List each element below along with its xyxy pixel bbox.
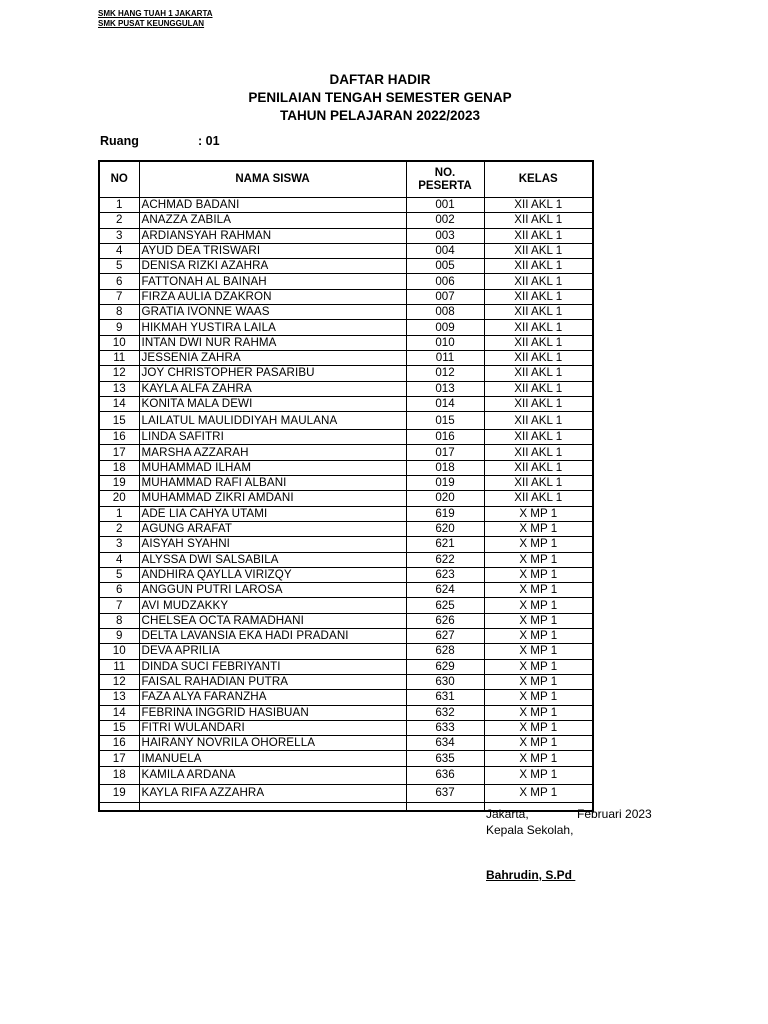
cell-peserta: 007 (406, 289, 484, 304)
table-row (99, 305, 593, 320)
table-row (99, 396, 593, 411)
empty-cell (406, 802, 484, 811)
cell-peserta: 002 (406, 213, 484, 228)
cell-peserta: 012 (406, 366, 484, 381)
cell-kelas: X MP 1 (484, 552, 593, 567)
cell-nama: KAYLA ALFA ZAHRA (139, 381, 406, 396)
cell-peserta: 010 (406, 335, 484, 350)
cell-no: 2 (99, 521, 139, 536)
table-row (99, 659, 593, 674)
cell-peserta: 620 (406, 521, 484, 536)
table-row (99, 629, 593, 644)
cell-no: 12 (99, 366, 139, 381)
cell-kelas: XII AKL 1 (484, 430, 593, 445)
cell-peserta: 629 (406, 659, 484, 674)
title-line-3: TAHUN PELAJARAN 2022/2023 (279, 108, 481, 123)
cell-nama: ANDHIRA QAYLLA VIRIZQY (139, 567, 406, 582)
cell-no: 16 (99, 430, 139, 445)
table-row (99, 366, 593, 381)
cell-nama: DEVA APRILIA (139, 644, 406, 659)
table-row (99, 274, 593, 289)
cell-kelas: X MP 1 (484, 629, 593, 644)
cell-nama: ADE LIA CAHYA UTAMI (139, 506, 406, 521)
cell-no: 9 (99, 629, 139, 644)
cell-peserta: 013 (406, 381, 484, 396)
cell-no: 7 (99, 289, 139, 304)
cell-kelas: XII AKL 1 (484, 445, 593, 460)
header-no-peserta (406, 161, 484, 198)
cell-nama: KONITA MALA DEWI (139, 396, 406, 411)
cell-kelas: XII AKL 1 (484, 460, 593, 475)
table-row (99, 213, 593, 228)
cell-kelas: XII AKL 1 (484, 491, 593, 506)
cell-no: 10 (99, 644, 139, 659)
table-row (99, 736, 593, 751)
cell-peserta: 628 (406, 644, 484, 659)
cell-nama: LINDA SAFITRI (139, 430, 406, 445)
cell-kelas: X MP 1 (484, 567, 593, 582)
cell-no: 13 (99, 381, 139, 396)
table-header-row (99, 161, 593, 198)
table-row (99, 243, 593, 258)
cell-no: 3 (99, 228, 139, 243)
cell-peserta: 622 (406, 552, 484, 567)
cell-nama: MUHAMMAD ZIKRI AMDANI (139, 491, 406, 506)
cell-nama: ARDIANSYAH RAHMAN (139, 228, 406, 243)
cell-no: 8 (99, 305, 139, 320)
table-row (99, 476, 593, 491)
cell-kelas: XII AKL 1 (484, 396, 593, 411)
cell-nama: FITRI WULANDARI (139, 720, 406, 735)
school-header (98, 9, 213, 29)
cell-nama: FEBRINA INGGRID HASIBUAN (139, 705, 406, 720)
cell-nama: ALYSSA DWI SALSABILA (139, 552, 406, 567)
table-row (99, 705, 593, 720)
cell-peserta: 019 (406, 476, 484, 491)
document-title (0, 71, 768, 125)
cell-peserta: 632 (406, 705, 484, 720)
cell-peserta: 635 (406, 751, 484, 766)
cell-nama: AGUNG ARAFAT (139, 521, 406, 536)
cell-no: 1 (99, 506, 139, 521)
cell-no: 5 (99, 259, 139, 274)
cell-nama: JOY CHRISTOPHER PASARIBU (139, 366, 406, 381)
table-row (99, 259, 593, 274)
cell-peserta: 619 (406, 506, 484, 521)
cell-peserta: 623 (406, 567, 484, 582)
cell-peserta: 005 (406, 259, 484, 274)
cell-no: 5 (99, 567, 139, 582)
cell-no: 17 (99, 751, 139, 766)
cell-no: 12 (99, 674, 139, 689)
room-info (100, 134, 220, 148)
cell-nama: HIKMAH YUSTIRA LAILA (139, 320, 406, 335)
cell-nama: KAMILA ARDANA (139, 766, 406, 784)
header-no-peserta-line2: PESERTA (418, 179, 472, 192)
table-row (99, 350, 593, 365)
cell-kelas: X MP 1 (484, 537, 593, 552)
cell-kelas: XII AKL 1 (484, 259, 593, 274)
cell-no: 3 (99, 537, 139, 552)
table-row (99, 335, 593, 350)
cell-peserta: 020 (406, 491, 484, 506)
cell-peserta: 008 (406, 305, 484, 320)
cell-no: 8 (99, 613, 139, 628)
cell-peserta: 009 (406, 320, 484, 335)
cell-no: 18 (99, 460, 139, 475)
header-kelas: KELAS (484, 161, 593, 198)
cell-no: 1 (99, 198, 139, 213)
cell-no: 14 (99, 396, 139, 411)
cell-nama: ANGGUN PUTRI LAROSA (139, 583, 406, 598)
school-name: SMK HANG TUAH 1 JAKARTA (98, 9, 213, 18)
school-subtitle: SMK PUSAT KEUNGGULAN (98, 19, 205, 28)
cell-nama: KAYLA RIFA AZZAHRA (139, 784, 406, 802)
cell-nama: INTAN DWI NUR RAHMA (139, 335, 406, 350)
table-body (99, 198, 593, 811)
signature-position: Kepala Sekolah, (486, 823, 574, 837)
cell-nama: IMANUELA (139, 751, 406, 766)
cell-no: 15 (99, 412, 139, 430)
cell-no: 10 (99, 335, 139, 350)
cell-kelas: XII AKL 1 (484, 274, 593, 289)
cell-nama: FAZA ALYA FARANZHA (139, 690, 406, 705)
table-row (99, 198, 593, 213)
cell-kelas: XII AKL 1 (484, 228, 593, 243)
cell-kelas: XII AKL 1 (484, 305, 593, 320)
cell-no: 15 (99, 720, 139, 735)
cell-no: 20 (99, 491, 139, 506)
cell-kelas: X MP 1 (484, 613, 593, 628)
cell-no: 7 (99, 598, 139, 613)
cell-no: 13 (99, 690, 139, 705)
header-no-peserta-line1: NO. (434, 166, 456, 179)
cell-kelas: XII AKL 1 (484, 198, 593, 213)
table-row (99, 552, 593, 567)
cell-nama: MUHAMMAD ILHAM (139, 460, 406, 475)
cell-peserta: 630 (406, 674, 484, 689)
cell-kelas: X MP 1 (484, 583, 593, 598)
cell-no: 19 (99, 784, 139, 802)
cell-nama: MARSHA AZZARAH (139, 445, 406, 460)
cell-kelas: XII AKL 1 (484, 289, 593, 304)
cell-kelas: X MP 1 (484, 521, 593, 536)
cell-nama: CHELSEA OCTA RAMADHANI (139, 613, 406, 628)
cell-peserta: 621 (406, 537, 484, 552)
cell-kelas: XII AKL 1 (484, 335, 593, 350)
cell-nama: GRATIA IVONNE WAAS (139, 305, 406, 320)
cell-nama: AISYAH SYAHNI (139, 537, 406, 552)
cell-kelas: X MP 1 (484, 690, 593, 705)
cell-no: 9 (99, 320, 139, 335)
cell-peserta: 624 (406, 583, 484, 598)
cell-peserta: 017 (406, 445, 484, 460)
cell-peserta: 006 (406, 274, 484, 289)
cell-no: 4 (99, 243, 139, 258)
table-row (99, 412, 593, 430)
cell-nama: DENISA RIZKI AZAHRA (139, 259, 406, 274)
cell-peserta: 636 (406, 766, 484, 784)
table-row (99, 751, 593, 766)
cell-kelas: XII AKL 1 (484, 476, 593, 491)
cell-nama: AYUD DEA TRISWARI (139, 243, 406, 258)
title-line-1: DAFTAR HADIR (329, 72, 431, 87)
cell-kelas: X MP 1 (484, 659, 593, 674)
cell-no: 11 (99, 350, 139, 365)
table-row (99, 583, 593, 598)
cell-kelas: XII AKL 1 (484, 320, 593, 335)
empty-cell (139, 802, 406, 811)
cell-no: 16 (99, 736, 139, 751)
cell-kelas: XII AKL 1 (484, 381, 593, 396)
cell-kelas: X MP 1 (484, 598, 593, 613)
table-row (99, 491, 593, 506)
table-row (99, 521, 593, 536)
cell-peserta: 011 (406, 350, 484, 365)
cell-peserta: 004 (406, 243, 484, 258)
cell-kelas: XII AKL 1 (484, 350, 593, 365)
table-row (99, 381, 593, 396)
attendance-table (98, 160, 594, 812)
empty-cell (99, 802, 139, 811)
cell-kelas: X MP 1 (484, 751, 593, 766)
table-row (99, 690, 593, 705)
cell-no: 17 (99, 445, 139, 460)
cell-kelas: X MP 1 (484, 705, 593, 720)
cell-kelas: X MP 1 (484, 784, 593, 802)
signature-block (486, 806, 652, 838)
cell-kelas: X MP 1 (484, 720, 593, 735)
cell-kelas: X MP 1 (484, 644, 593, 659)
cell-peserta: 627 (406, 629, 484, 644)
signature-date: Februari 2023 (577, 807, 652, 821)
room-label: Ruang (100, 134, 139, 148)
cell-nama: FIRZA AULIA DZAKRON (139, 289, 406, 304)
cell-nama: LAILATUL MAULIDDIYAH MAULANA (139, 412, 406, 430)
header-nama-siswa: NAMA SISWA (139, 161, 406, 198)
table-row (99, 537, 593, 552)
table-row (99, 320, 593, 335)
cell-kelas: XII AKL 1 (484, 366, 593, 381)
cell-peserta: 637 (406, 784, 484, 802)
cell-no: 18 (99, 766, 139, 784)
cell-no: 14 (99, 705, 139, 720)
cell-nama: DELTA LAVANSIA EKA HADI PRADANI (139, 629, 406, 644)
cell-nama: ACHMAD BADANI (139, 198, 406, 213)
table-row (99, 766, 593, 784)
title-line-2: PENILAIAN TENGAH SEMESTER GENAP (248, 90, 512, 105)
cell-nama: ANAZZA ZABILA (139, 213, 406, 228)
cell-nama: FATTONAH AL BAINAH (139, 274, 406, 289)
table-row (99, 445, 593, 460)
table-row (99, 506, 593, 521)
cell-nama: FAISAL RAHADIAN PUTRA (139, 674, 406, 689)
cell-peserta: 018 (406, 460, 484, 475)
cell-no: 19 (99, 476, 139, 491)
header-no: NO (99, 161, 139, 198)
cell-nama: JESSENIA ZAHRA (139, 350, 406, 365)
table-row (99, 784, 593, 802)
cell-peserta: 001 (406, 198, 484, 213)
table-row (99, 460, 593, 475)
table-row (99, 644, 593, 659)
table-row (99, 228, 593, 243)
cell-nama: MUHAMMAD RAFI ALBANI (139, 476, 406, 491)
cell-peserta: 625 (406, 598, 484, 613)
table-row (99, 430, 593, 445)
cell-kelas: X MP 1 (484, 736, 593, 751)
cell-kelas: XII AKL 1 (484, 243, 593, 258)
cell-kelas: X MP 1 (484, 766, 593, 784)
cell-peserta: 015 (406, 412, 484, 430)
room-value: : 01 (198, 134, 220, 148)
signature-place: Jakarta, (486, 807, 529, 821)
table-row (99, 720, 593, 735)
cell-nama: AVI MUDZAKKY (139, 598, 406, 613)
cell-kelas: X MP 1 (484, 506, 593, 521)
table-row (99, 567, 593, 582)
cell-peserta: 634 (406, 736, 484, 751)
cell-nama: HAIRANY NOVRILA OHORELLA (139, 736, 406, 751)
cell-peserta: 014 (406, 396, 484, 411)
cell-kelas: X MP 1 (484, 674, 593, 689)
cell-peserta: 003 (406, 228, 484, 243)
cell-peserta: 626 (406, 613, 484, 628)
table-row (99, 613, 593, 628)
table-row (99, 674, 593, 689)
cell-kelas: XII AKL 1 (484, 213, 593, 228)
cell-no: 2 (99, 213, 139, 228)
cell-peserta: 631 (406, 690, 484, 705)
cell-no: 6 (99, 583, 139, 598)
table-row (99, 598, 593, 613)
table-row (99, 289, 593, 304)
cell-peserta: 633 (406, 720, 484, 735)
cell-peserta: 016 (406, 430, 484, 445)
cell-no: 4 (99, 552, 139, 567)
cell-no: 6 (99, 274, 139, 289)
principal-name: Bahrudin, S.Pd (486, 868, 576, 882)
cell-no: 11 (99, 659, 139, 674)
cell-kelas: XII AKL 1 (484, 412, 593, 430)
cell-nama: DINDA SUCI FEBRIYANTI (139, 659, 406, 674)
